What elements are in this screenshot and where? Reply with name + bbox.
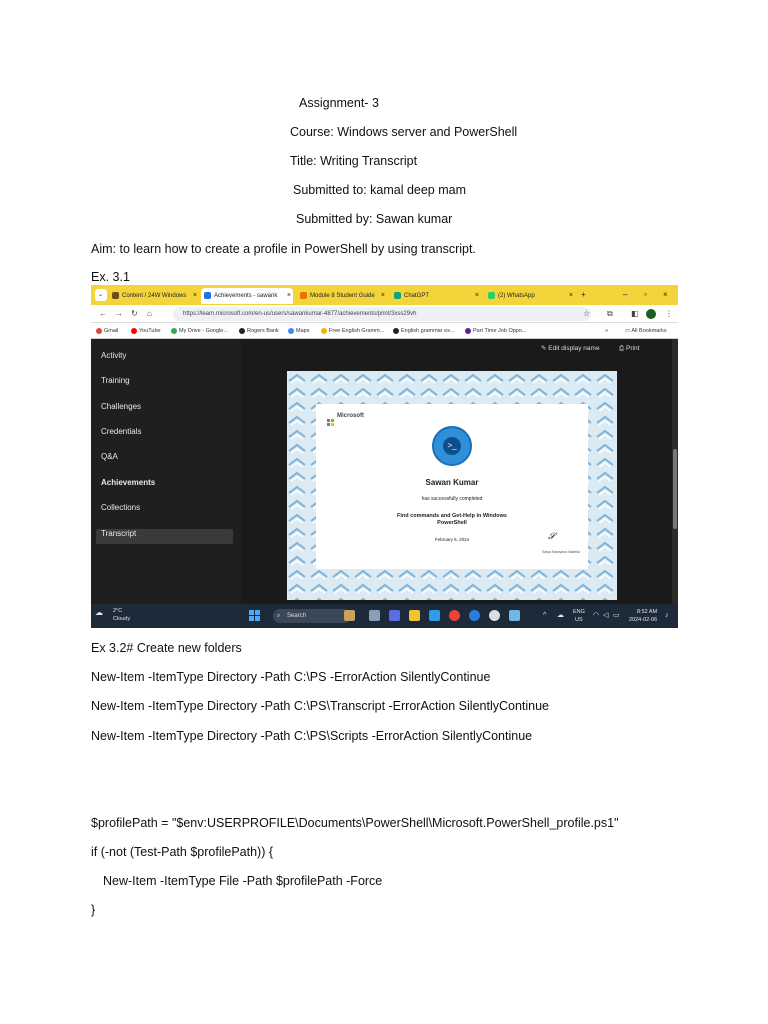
close-icon[interactable]: ×: [568, 292, 573, 299]
bookmark-label: Free English Gramm...: [329, 328, 385, 334]
sidebar-item-challenges[interactable]: Challenges: [101, 402, 142, 411]
bookmark-label: My Drive - Google...: [179, 328, 228, 334]
recipient-name: Sawan Kumar: [425, 478, 479, 487]
globe-icon: [393, 328, 399, 334]
weather-temp: 2°C: [113, 608, 123, 614]
battery-icon[interactable]: ▭: [613, 612, 620, 619]
completion-date: February 6, 2024: [434, 537, 470, 542]
tab-label: Achievements - sawank: [214, 293, 278, 299]
bookmark-youtube[interactable]: [131, 326, 161, 336]
more-bookmarks-chevron-icon[interactable]: »: [605, 328, 609, 334]
address-bar: [91, 305, 678, 323]
bookmark-label: English grammar ex...: [401, 328, 455, 334]
bookmarks-bar: [91, 323, 678, 339]
drive-icon: [171, 328, 177, 334]
submitted-to-line: Submitted to: kamal deep mam: [293, 183, 466, 197]
tab-label: Content / 24W Windows: [122, 293, 187, 299]
search-label: Search: [287, 613, 307, 619]
submitted-by-line: Submitted by: Sawan kumar: [296, 212, 453, 226]
sidebar-item-transcript[interactable]: Transcript: [101, 529, 137, 538]
edge-browser-icon[interactable]: [429, 610, 440, 621]
signer-name: Satya Narayana Nadella: [542, 550, 580, 554]
file-explorer-icon[interactable]: [409, 610, 420, 621]
tab-label: Module 8 Student Guide: [310, 293, 375, 299]
teams-chat-icon[interactable]: [389, 610, 400, 621]
command-line-3: New-Item -ItemType Directory -Path C:\PS\Scripts -ErrorAction SilentlyContinue: [91, 729, 533, 743]
tab-favicon-icon: [394, 292, 401, 299]
module-title-line2: PowerShell: [437, 520, 467, 526]
task-view-icon[interactable]: [369, 610, 380, 621]
edit-display-name-button[interactable]: [541, 344, 600, 354]
url-input[interactable]: https://learn.microsoft.com/en-us/users/sawankumar-4877/achievements/print/3xss29vh: [173, 307, 591, 321]
bookmark-gmail[interactable]: [96, 326, 118, 336]
microsoft-brand-text: Microsoft: [337, 413, 364, 419]
close-icon[interactable]: ×: [474, 292, 479, 299]
course-line: Course: Windows server and PowerShell: [290, 125, 518, 139]
bookmark-label: Part Time Job Oppo...: [473, 328, 527, 334]
command-line-2: New-Item -ItemType Directory -Path C:\PS\Transcript -ErrorAction SilentlyContinue: [91, 699, 550, 713]
sidebar-panel-icon[interactable]: ◧: [631, 309, 639, 318]
all-bookmarks-label: All Bookmarks: [631, 328, 667, 334]
bookmark-label: YouTube: [139, 328, 161, 334]
code-new-item: New-Item -ItemType File -Path $profilePath -Force: [103, 874, 383, 888]
back-arrow-icon[interactable]: ←: [99, 309, 107, 318]
forward-arrow-icon[interactable]: →: [115, 309, 123, 318]
command-line-1: New-Item -ItemType Directory -Path C:\PS -ErrorAction SilentlyContinue: [91, 670, 491, 684]
search-icon: ⌕: [277, 613, 281, 619]
assignment-heading: Assignment- 3: [299, 96, 379, 110]
bookmark-label: Gmail: [104, 328, 119, 334]
scrollbar[interactable]: [672, 339, 678, 604]
bookmark-part-time-job[interactable]: [465, 326, 527, 336]
bookmark-favicon-icon: [321, 328, 327, 334]
tab-favicon-icon: [300, 292, 307, 299]
maximize-icon[interactable]: ▫: [644, 290, 647, 299]
maps-pin-icon: [288, 328, 294, 334]
printer-icon: ⎙: [619, 345, 627, 352]
bookmark-english-grammar[interactable]: [393, 326, 455, 336]
aim-line: Aim: to learn how to create a profile in PowerShell by using transcript.: [91, 242, 476, 256]
exercise-3-2-heading: Ex 3.2# Create new folders: [91, 641, 242, 655]
tab-favicon-icon: [204, 292, 211, 299]
bookmark-maps[interactable]: [288, 326, 309, 336]
close-icon[interactable]: ×: [286, 292, 291, 299]
notification-bell-icon[interactable]: ♪: [665, 612, 669, 619]
onedrive-cloud-icon[interactable]: ☁: [557, 612, 564, 619]
close-icon[interactable]: ×: [192, 292, 197, 299]
tab-favicon-icon: [112, 292, 119, 299]
app-icon[interactable]: [509, 610, 520, 621]
weather-cloud-icon[interactable]: ☁: [95, 608, 103, 617]
chevron-up-icon[interactable]: ^: [543, 612, 547, 619]
sidebar-item-collections[interactable]: Collections: [101, 503, 141, 512]
tab-favicon-icon: [488, 292, 495, 299]
chrome-browser-icon[interactable]: [449, 610, 460, 621]
bookmark-my-drive[interactable]: [171, 326, 228, 336]
menu-kebab-icon[interactable]: ⋮: [665, 309, 673, 318]
app-icon[interactable]: [489, 610, 500, 621]
certificate-card: [316, 404, 588, 569]
language-code[interactable]: ENG: [573, 609, 585, 615]
title-line: Title: Writing Transcript: [290, 154, 418, 168]
windows-taskbar: [91, 604, 678, 628]
bookmark-label: Maps: [296, 328, 310, 334]
bookmark-label: Rogers Bank: [247, 328, 279, 334]
wifi-icon[interactable]: ◠: [593, 612, 600, 619]
tab-list-chevron-icon[interactable]: ⌄: [95, 289, 107, 301]
tab-chatgpt[interactable]: [391, 288, 481, 304]
folder-icon: ▭: [625, 328, 632, 334]
signature-mark: 𝓢: [548, 532, 555, 542]
bookmark-free-english[interactable]: [321, 326, 384, 336]
scrollbar-thumb[interactable]: [673, 449, 677, 529]
sidebar-item-achievements[interactable]: Achievements: [101, 478, 156, 487]
tab-achievements[interactable]: [201, 288, 293, 304]
new-tab-plus-icon[interactable]: +: [581, 290, 586, 299]
globe-icon: [239, 328, 245, 334]
extensions-icon[interactable]: ⧉: [607, 309, 613, 318]
widgets-icon[interactable]: [344, 610, 355, 621]
tab-bar: [91, 285, 678, 305]
language-region[interactable]: US: [575, 617, 583, 623]
profile-avatar-icon[interactable]: [646, 309, 656, 319]
module-title-line1: Find commands and Get-Help in Windows: [397, 513, 507, 519]
code-closing-brace: }: [91, 903, 96, 917]
completed-text: has successfully completed: [421, 496, 483, 502]
sidebar-item-credentials[interactable]: Credentials: [101, 427, 142, 436]
code-if-statement: if (-not (Test-Path $profilePath)) {: [91, 845, 274, 859]
profile-sidebar: [91, 339, 241, 604]
edit-display-name-label: Edit display name: [548, 345, 600, 352]
taskbar-search-input[interactable]: [273, 609, 351, 623]
tab-module-guide[interactable]: [297, 288, 387, 304]
print-label: Print: [626, 345, 640, 352]
bookmark-rogers-bank[interactable]: [239, 326, 279, 336]
sidebar-item-qa[interactable]: Q&A: [101, 452, 118, 461]
browser-screenshot: [91, 285, 678, 628]
volume-icon[interactable]: ◁: [603, 612, 609, 619]
home-icon[interactable]: ⌂: [147, 309, 152, 318]
pencil-icon: ✎: [541, 345, 549, 352]
gmail-icon: [96, 328, 102, 334]
bookmark-favicon-icon: [465, 328, 471, 334]
print-button[interactable]: [619, 344, 639, 354]
tab-label: ChatGPT: [404, 293, 430, 299]
clock-time[interactable]: 8:52 AM: [637, 609, 658, 615]
tab-label: (2) WhatsApp: [498, 293, 535, 299]
weather-desc: Cloudy: [113, 616, 131, 622]
code-profile-path: $profilePath = "$env:USERPROFILE\Documents\PowerShell\Microsoft.PowerShell_profile.ps1": [91, 816, 619, 830]
reload-icon[interactable]: ↻: [131, 309, 138, 318]
clock-date[interactable]: 2024-02-06: [629, 617, 658, 623]
terminal-icon: >_: [443, 437, 461, 455]
window-close-icon[interactable]: ×: [663, 290, 668, 299]
powershell-badge-icon: [432, 426, 472, 466]
tab-content[interactable]: [109, 288, 199, 304]
close-icon[interactable]: ×: [380, 292, 385, 299]
youtube-icon: [131, 328, 137, 334]
exercise-3-1-label: Ex. 3.1: [91, 270, 130, 284]
minimize-icon[interactable]: –: [623, 290, 628, 299]
windows-start-icon[interactable]: [249, 610, 260, 621]
sidebar-item-activity[interactable]: Activity: [101, 351, 127, 360]
microsoft-logo-icon: [327, 413, 334, 420]
app-icon[interactable]: [469, 610, 480, 621]
sidebar-item-training[interactable]: Training: [101, 376, 130, 385]
bookmark-star-icon[interactable]: ☆: [583, 309, 591, 318]
tab-whatsapp[interactable]: [485, 288, 575, 304]
all-bookmarks[interactable]: [625, 326, 667, 336]
